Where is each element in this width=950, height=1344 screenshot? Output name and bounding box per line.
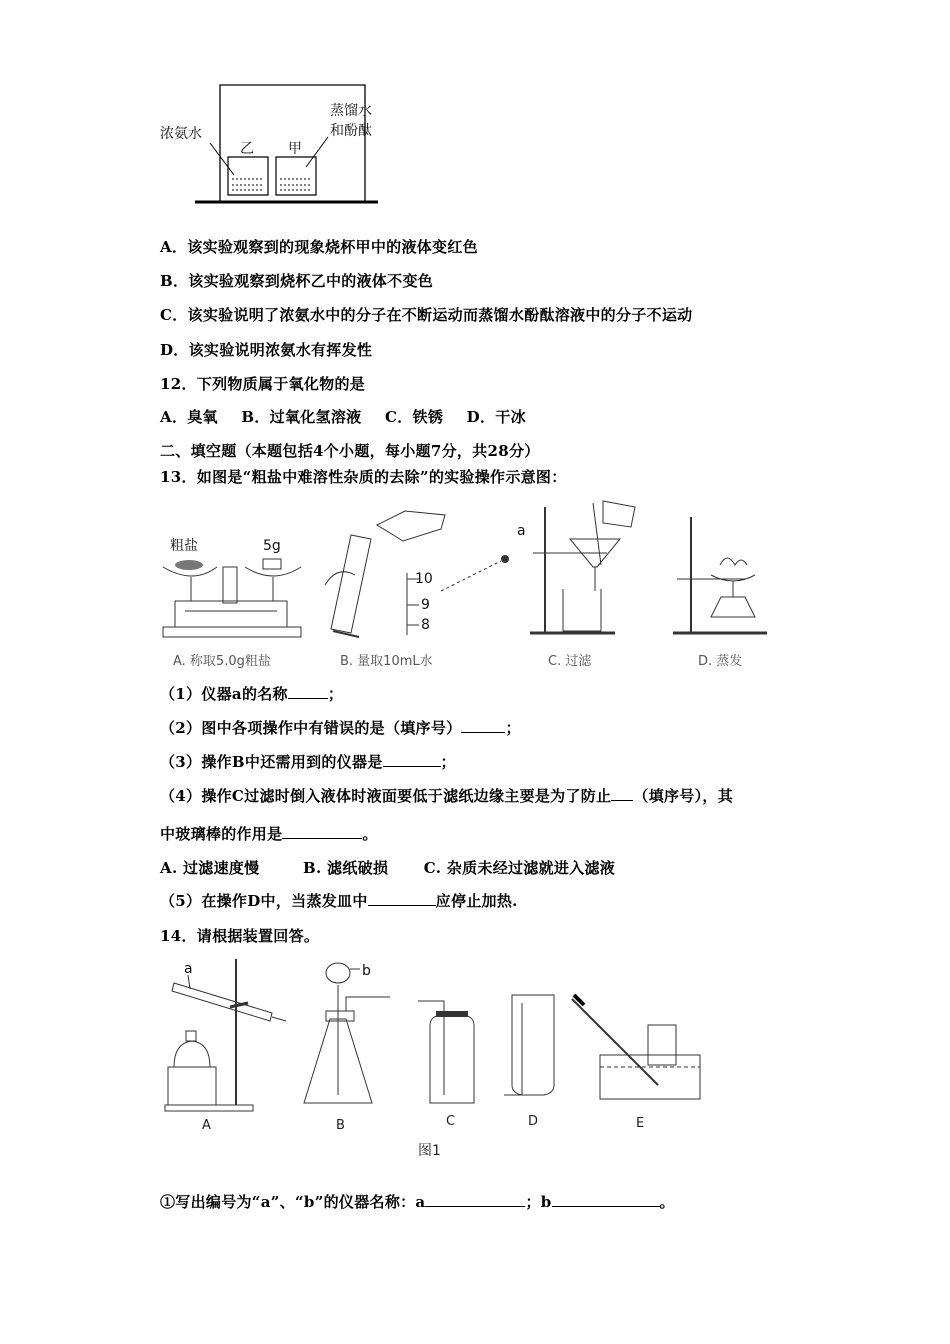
- q12-stem: 12．下列物质属于氧化物的是: [160, 375, 366, 393]
- apparatus-b: [304, 963, 390, 1103]
- q13-part-3: （3）操作B中还需用到的仪器是 ；: [160, 753, 456, 771]
- label-instrument-a: a: [517, 523, 526, 539]
- answer-blank-3[interactable]: [383, 752, 441, 767]
- q13-stem: 13．如图是“粗盐中难溶性杂质的去除”的实验操作示意图：: [160, 468, 567, 486]
- label-beaker-yi: 乙: [240, 141, 254, 157]
- q12-option-d: D．干冰: [466, 408, 526, 426]
- caption-q14-e: E: [636, 1116, 645, 1131]
- q12-option-c: C．铁锈: [385, 408, 444, 426]
- q13-part-2: （2）图中各项操作中有错误的是（填序号） ；: [160, 719, 521, 737]
- answer-blank-6[interactable]: [368, 891, 436, 906]
- caption-d: D. 蒸发: [698, 654, 743, 669]
- answer-blank-5[interactable]: [282, 824, 362, 839]
- label-b: b: [362, 963, 371, 979]
- cylinder-figure: [325, 511, 509, 637]
- answer-blank-4[interactable]: [611, 786, 633, 801]
- ammonia-diffusion-figure: [150, 75, 390, 210]
- filtration-figure: [517, 501, 635, 633]
- q12-option-b: B．过氧化氢溶液: [241, 408, 362, 426]
- label-a: a: [184, 961, 193, 977]
- q12-option-a: A．臭氧: [160, 408, 218, 426]
- q11-option-d: D．该实验说明浓氨水有挥发性: [160, 341, 373, 359]
- apparatus-a: [165, 959, 286, 1111]
- evaporation-figure: [673, 517, 767, 633]
- section-heading: 二、填空题（本题包括4个小题，每小题7分，共28分）: [160, 442, 540, 460]
- q13-part-4: （4）操作C过滤时倒入液体时液面要低于滤纸边缘主要是为了防止 （填序号），其: [160, 787, 733, 805]
- caption-q14-c: C: [446, 1114, 456, 1129]
- caption-q14-a: A: [202, 1118, 211, 1133]
- q12-options: [160, 406, 526, 427]
- label-beaker-jia: 甲: [288, 141, 302, 157]
- q13-part-1: （1）仪器a的名称 ；: [160, 685, 344, 703]
- label-crude-salt: 粗盐: [170, 538, 198, 554]
- label-water: 蒸馏水: [330, 103, 372, 119]
- tick-8: 8: [421, 617, 430, 633]
- q14-apparatus-figure: [160, 955, 720, 1115]
- tick-9: 9: [421, 597, 430, 613]
- caption-q14-d: D: [528, 1114, 539, 1129]
- answer-blank-b[interactable]: [552, 1192, 660, 1207]
- answer-blank-2[interactable]: [461, 718, 505, 733]
- apparatus-d: [504, 995, 554, 1095]
- caption-q14-b: B: [336, 1118, 345, 1133]
- answer-blank-1[interactable]: [288, 684, 328, 699]
- label-phenolphthalein: 和酚酞: [330, 123, 372, 139]
- balance-figure: [163, 537, 301, 637]
- q13-figure: [155, 495, 775, 645]
- q11-option-a: A．该实验观察到的现象烧杯甲中的液体变红色: [160, 238, 478, 256]
- caption-a: A. 称取5.0g粗盐: [173, 654, 271, 669]
- q11-option-b: B．该实验观察到烧杯乙中的液体不变色: [160, 272, 434, 290]
- caption-b: B. 量取10mL水: [340, 654, 433, 669]
- q13-part-5: （5）在操作D中，当蒸发皿中 应停止加热.: [160, 892, 518, 910]
- q14-stem: 14．请根据装置回答。: [160, 927, 320, 945]
- figure-1-title: 图1: [418, 1143, 441, 1159]
- label-ammonia: 浓氨水: [160, 126, 202, 142]
- apparatus-e: [572, 995, 700, 1099]
- answer-blank-a[interactable]: [425, 1192, 525, 1207]
- q13-part-4-cont: 中玻璃棒的作用是 。: [160, 825, 378, 843]
- apparatus-c: [418, 1001, 474, 1103]
- q13-choices: A. 过滤速度慢 B. 滤纸破损 C. 杂质未经过滤就进入滤液: [160, 859, 616, 877]
- label-5g: 5g: [263, 538, 281, 554]
- tick-10: 10: [415, 571, 433, 587]
- q14-part-1: ①写出编号为“a”、“b”的仪器名称：a ；b 。: [160, 1193, 675, 1211]
- caption-c: C. 过滤: [548, 654, 592, 669]
- q11-option-c: C．该实验说明了浓氨水中的分子在不断运动而蒸馏水酚酞溶液中的分子不运动: [160, 306, 693, 324]
